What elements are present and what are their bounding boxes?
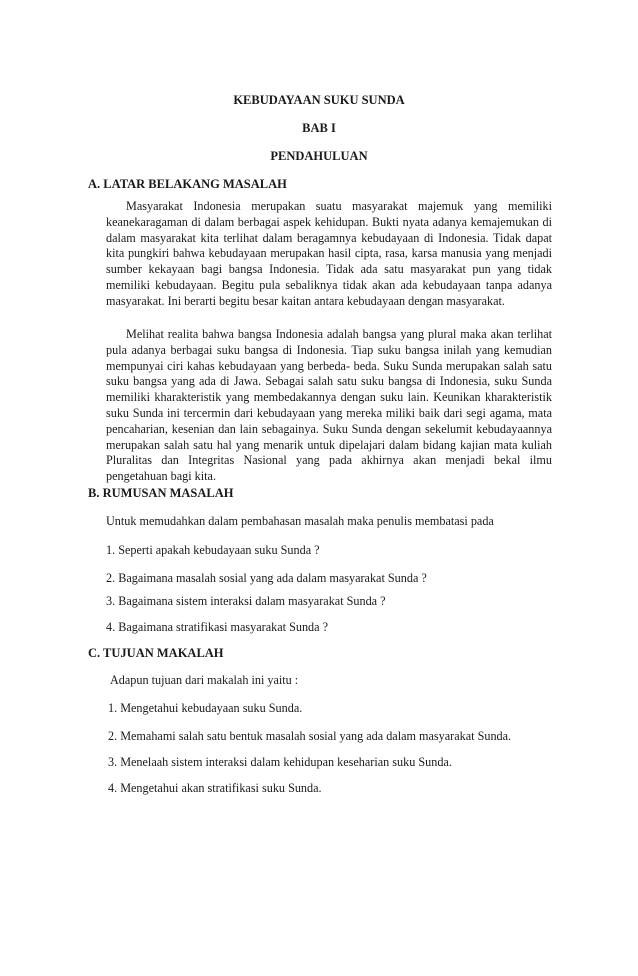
chapter-number: BAB I [302, 121, 336, 135]
section-b-item-1: 1. Seperti apakah kebudayaan suku Sunda ? [106, 543, 320, 557]
section-a-paragraph-2: Melihat realita bahwa bangsa Indonesia adalah bangsa yang plural maka akan terlihat pula adanya berbagai suku bangsa di Indonesia. Tiap suku bangsa inilah yang kemudian mempunyai ciri kahas kebudayaan yang berbeda- beda. Suku Sunda merupakan salah satu suku bangsa yang ada di Jawa. Sebagai salah satu suku bangsa di Indonesia, suku Sunda memiliki kharakteristik yang membedakannya dengan suku lain. Keunikan kharakteristik suku Sunda ini tercermin dari kebudayaan yang mereka miliki baik dari segi agama, mata pencaharian, kesenian dan lain sebagainya. Suku Sunda dengan sekelumit kebudayaannya merupakan salah satu hal yang menarik untuk dipelajari dalam bidang kajian mata kuliah Pluralitas dan Integritas Nasional yang pada akhirnya akan menjadi bekal ilmu pengetahuan bagi kita. [106, 327, 552, 484]
section-c-item-3: 3. Menelaah sistem interaksi dalam kehidupan keseharian suku Sunda. [108, 755, 452, 769]
section-c-item-4: 4. Mengetahui akan stratifikasi suku Sunda. [108, 781, 322, 795]
section-b-item-2: 2. Bagaimana masalah sosial yang ada dalam masyarakat Sunda ? [106, 571, 427, 585]
section-c-item-1: 1. Mengetahui kebudayaan suku Sunda. [108, 701, 303, 715]
section-c-intro: Adapun tujuan dari makalah ini yaitu : [110, 673, 299, 687]
document-title: KEBUDAYAAN SUKU SUNDA [233, 93, 405, 107]
section-c-heading: C. TUJUAN MAKALAH [88, 646, 224, 660]
chapter-title: PENDAHULUAN [270, 149, 368, 163]
section-b-heading: B. RUMUSAN MASALAH [88, 486, 234, 500]
section-b-item-3: 3. Bagaimana sistem interaksi dalam masyarakat Sunda ? [106, 594, 386, 608]
section-a-paragraph-1: Masyarakat Indonesia merupakan suatu masyarakat majemuk yang memiliki keanekaragaman di dalam berbagai aspek kehidupan. Bukti nyata adanya kemajemukan di dalam masyarakat kita terlihat dalam beragamnya kebudayaan di Indonesia. Tidak dapat kita pungkiri bahwa kebudayaan merupakan hasil cipta, rasa, karsa manusia yang menjadi sumber kekayaan bagi bangsa Indonesia. Tidak ada satu masyarakat pun yang tidak memiliki kebudayaan. Begitu pula sebaliknya tidak akan ada kebudayaan tanpa adanya masyarakat. Ini berarti begitu besar kaitan antara kebudayaan dengan masyarakat. [106, 199, 552, 308]
section-a-heading: A. LATAR BELAKANG MASALAH [88, 177, 287, 191]
section-b-intro: Untuk memudahkan dalam pembahasan masalah maka penulis membatasi pada [106, 514, 494, 528]
section-c-item-2: 2. Memahami salah satu bentuk masalah sosial yang ada dalam masyarakat Sunda. [108, 729, 512, 743]
section-b-item-4: 4. Bagaimana stratifikasi masyarakat Sunda ? [106, 620, 329, 634]
